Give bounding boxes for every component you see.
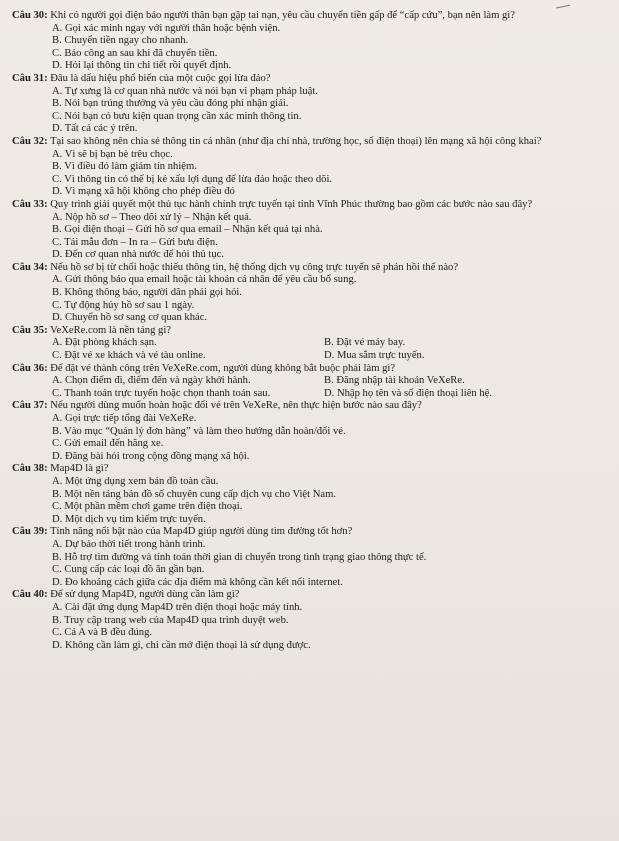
answer-option: B. Một nền tảng bản đồ số chuyên cung cấp dịch vụ cho Việt Nam. [52,488,336,500]
answer-option: A. Đặt phòng khách sạn. [52,337,157,349]
answer-option: B. Hỗ trợ tìm đường và tính toán thời gian di chuyển trong tình trạng giao thông thực tế. [52,551,427,563]
question-32 [12,135,607,199]
question-stem [12,136,607,149]
question-text: VeXeRe.com là nền tảng gì? [47,324,171,336]
answer-option: C. Đặt vé xe khách và vé tàu online. [52,350,206,362]
answer-option: A. Nộp hồ sơ – Theo dõi xử lý – Nhận kết quả. [52,211,252,223]
answer-option: A. Gọi trực tiếp tổng đài VeXeRe. [52,413,197,424]
question-40 [12,589,607,652]
question-stem [12,73,607,86]
answer-option: C. Vì thông tin có thể bị kẻ xấu lợi dụng để lừa đảo hoặc theo dõi. [52,173,333,185]
question-number: Câu 37: [12,400,48,412]
answer-option: D. Đo khoảng cách giữa các địa điểm mà không cần kết nối internet. [52,576,343,588]
answer-options [52,413,607,463]
answer-option: D. Một dịch vụ tìm kiếm trực tuyến. [52,513,206,525]
answer-option: B. Vì điều đó làm giảm tín nhiệm. [52,161,197,173]
answer-option: D. Chuyển hồ sơ sang cơ quan khác. [52,312,208,324]
answer-option: C. Cả A và B đều đúng. [52,627,153,639]
question-number: Câu 35: [12,324,48,336]
question-number: Câu 30: [12,10,48,21]
question-text: Để đặt vé thành công trên VeXeRe.com, người dùng không bắt buộc phải làm gì? [47,362,396,374]
answer-options [52,23,607,73]
answer-options [52,602,607,652]
question-text: Nếu hồ sơ bị từ chối hoặc thiếu thông tin, hệ thống dịch vụ công trực tuyến sẽ phản hồi thế nào? [47,261,459,273]
answer-row [52,375,607,388]
answer-option: C. Cung cấp các loại đồ ăn gần bạn. [52,564,205,576]
question-31 [12,72,607,136]
answer-option: B. Gọi điện thoại – Gửi hồ sơ qua email – Nhận kết quả tại nhà. [52,224,323,236]
question-39 [12,526,607,589]
answer-options [52,149,607,199]
answer-option: A. Gửi thông báo qua email hoặc tài khoản cá nhân để yêu cầu bổ sung. [52,274,357,286]
answer-option: A. Gọi xác minh ngay với người thân hoặc bệnh viện. [52,22,281,34]
answer-option: A. Dự báo thời tiết trong hành trình. [52,538,206,550]
answer-option: C. Báo công an sau khi đã chuyển tiền. [52,47,218,59]
answer-option: A. Cài đặt ứng dụng Map4D trên điện thoại hoặc máy tính. [52,601,303,613]
answer-option: D. Tất cả các ý trên. [52,123,138,135]
answer-option: B. Truy cập trang web của Map4D qua trình duyệt web. [52,614,289,626]
answer-options [52,212,607,262]
answer-option: D. Nhập họ tên và số điện thoại liên hệ. [324,387,492,399]
question-stem [12,262,607,275]
answer-options [52,539,607,589]
question-stem [12,10,607,23]
question-number: Câu 38: [12,463,48,475]
question-38 [12,463,607,526]
answer-option: A. Tự xưng là cơ quan nhà nước và nói bạn vi phạm pháp luật. [52,85,318,97]
answer-option: B. Vào mục “Quản lý đơn hàng” và làm theo hướng dẫn hoàn/đổi vé. [52,425,346,437]
answer-option: A. Chọn điểm đi, điểm đến và ngày khởi hành. [52,375,251,387]
question-35 [12,324,607,363]
answer-option: B. Đăng nhập tài khoản VeXeRe. [324,375,465,387]
question-stem [12,589,607,602]
answer-option: C. Thanh toán trực tuyến hoặc chọn thanh toán sau. [52,387,271,399]
answer-option: D. Không cần làm gì, chỉ cần mở điện thoại là sử dụng được. [52,639,311,651]
answer-row [52,337,607,350]
question-text: Tại sao không nên chia sẻ thông tin cá nhân (như địa chỉ nhà, trường học, số điện thoại) lên mạng xã hội công khai? [47,135,542,147]
answer-option: C. Gửi email đến hãng xe. [52,438,164,450]
question-34 [12,261,607,325]
question-stem [12,463,607,476]
answer-option: B. Nói bạn trúng thưởng và yêu cầu đóng phí nhận giải. [52,98,289,110]
answer-option: B. Đặt vé máy bay. [324,337,406,349]
question-text: Nếu người dùng muốn hoàn hoặc đổi vé trên VeXeRe, nên thực hiện bước nào sau đây? [47,400,422,412]
question-stem [12,526,607,539]
answer-option: D. Đến cơ quan nhà nước để hỏi thủ tục. [52,249,224,261]
question-30 [12,10,607,73]
answer-option: D. Đăng bài hỏi trong cộng đồng mạng xã hội. [52,450,250,462]
question-number: Câu 32: [12,135,48,147]
question-text: Đâu là dấu hiệu phổ biến của một cuộc gọi lừa đảo? [47,72,271,84]
answer-option: C. Một phần mềm chơi game trên điện thoại. [52,501,243,513]
question-number: Câu 40: [12,589,48,601]
question-33 [12,198,607,262]
answer-option: A. Vì sẽ bị bạn bè trêu chọc. [52,148,173,160]
question-36 [12,362,607,401]
answer-options [52,476,607,526]
answer-row [52,350,607,363]
question-37 [12,400,607,463]
question-number: Câu 33: [12,198,48,210]
answer-options [52,86,607,136]
question-text: Tính năng nổi bật nào của Map4D giúp người dùng tìm đường tốt hơn? [47,526,353,538]
answer-option: D. Mua sắm trực tuyến. [324,350,425,362]
answer-options [52,274,607,324]
question-number: Câu 34: [12,261,48,273]
answer-option: D. Hỏi lại thông tin chi tiết rồi quyết định. [52,60,232,72]
answer-option: B. Chuyển tiền ngay cho nhanh. [52,35,189,47]
question-text: Khi có người gọi điện báo người thân bạn gặp tai nạn, yêu cầu chuyển tiền gấp để “cấp cứu”, bạn nên làm gì? [47,10,515,21]
answer-option: A. Một ứng dụng xem bản đồ toàn cầu. [52,475,219,487]
question-list [12,10,607,652]
question-stem [12,325,607,338]
question-stem [12,400,607,413]
question-number: Câu 39: [12,526,48,538]
question-text: Map4D là gì? [47,463,109,475]
answer-option: C. Tải mẫu đơn – In ra – Gửi bưu điện. [52,236,218,248]
answer-row [52,388,607,401]
question-number: Câu 31: [12,72,48,84]
answer-option: B. Không thông báo, người dân phải gọi hỏi. [52,287,242,299]
question-stem [12,363,607,376]
answer-option: D. Vì mạng xã hội không cho phép điều đó [52,186,235,198]
question-number: Câu 36: [12,362,48,374]
answer-option: C. Nói bạn có bưu kiện quan trọng cần xác minh thông tin. [52,110,302,122]
answer-option: C. Tự động hủy hồ sơ sau 1 ngày. [52,299,195,311]
question-text: Để sử dụng Map4D, người dùng cần làm gì? [47,589,240,601]
question-stem [12,199,607,212]
question-text: Quy trình giải quyết một thủ tục hành chính trực tuyến tại tỉnh Vĩnh Phúc thường bao gồm các bước nào sau đây? [47,198,533,210]
